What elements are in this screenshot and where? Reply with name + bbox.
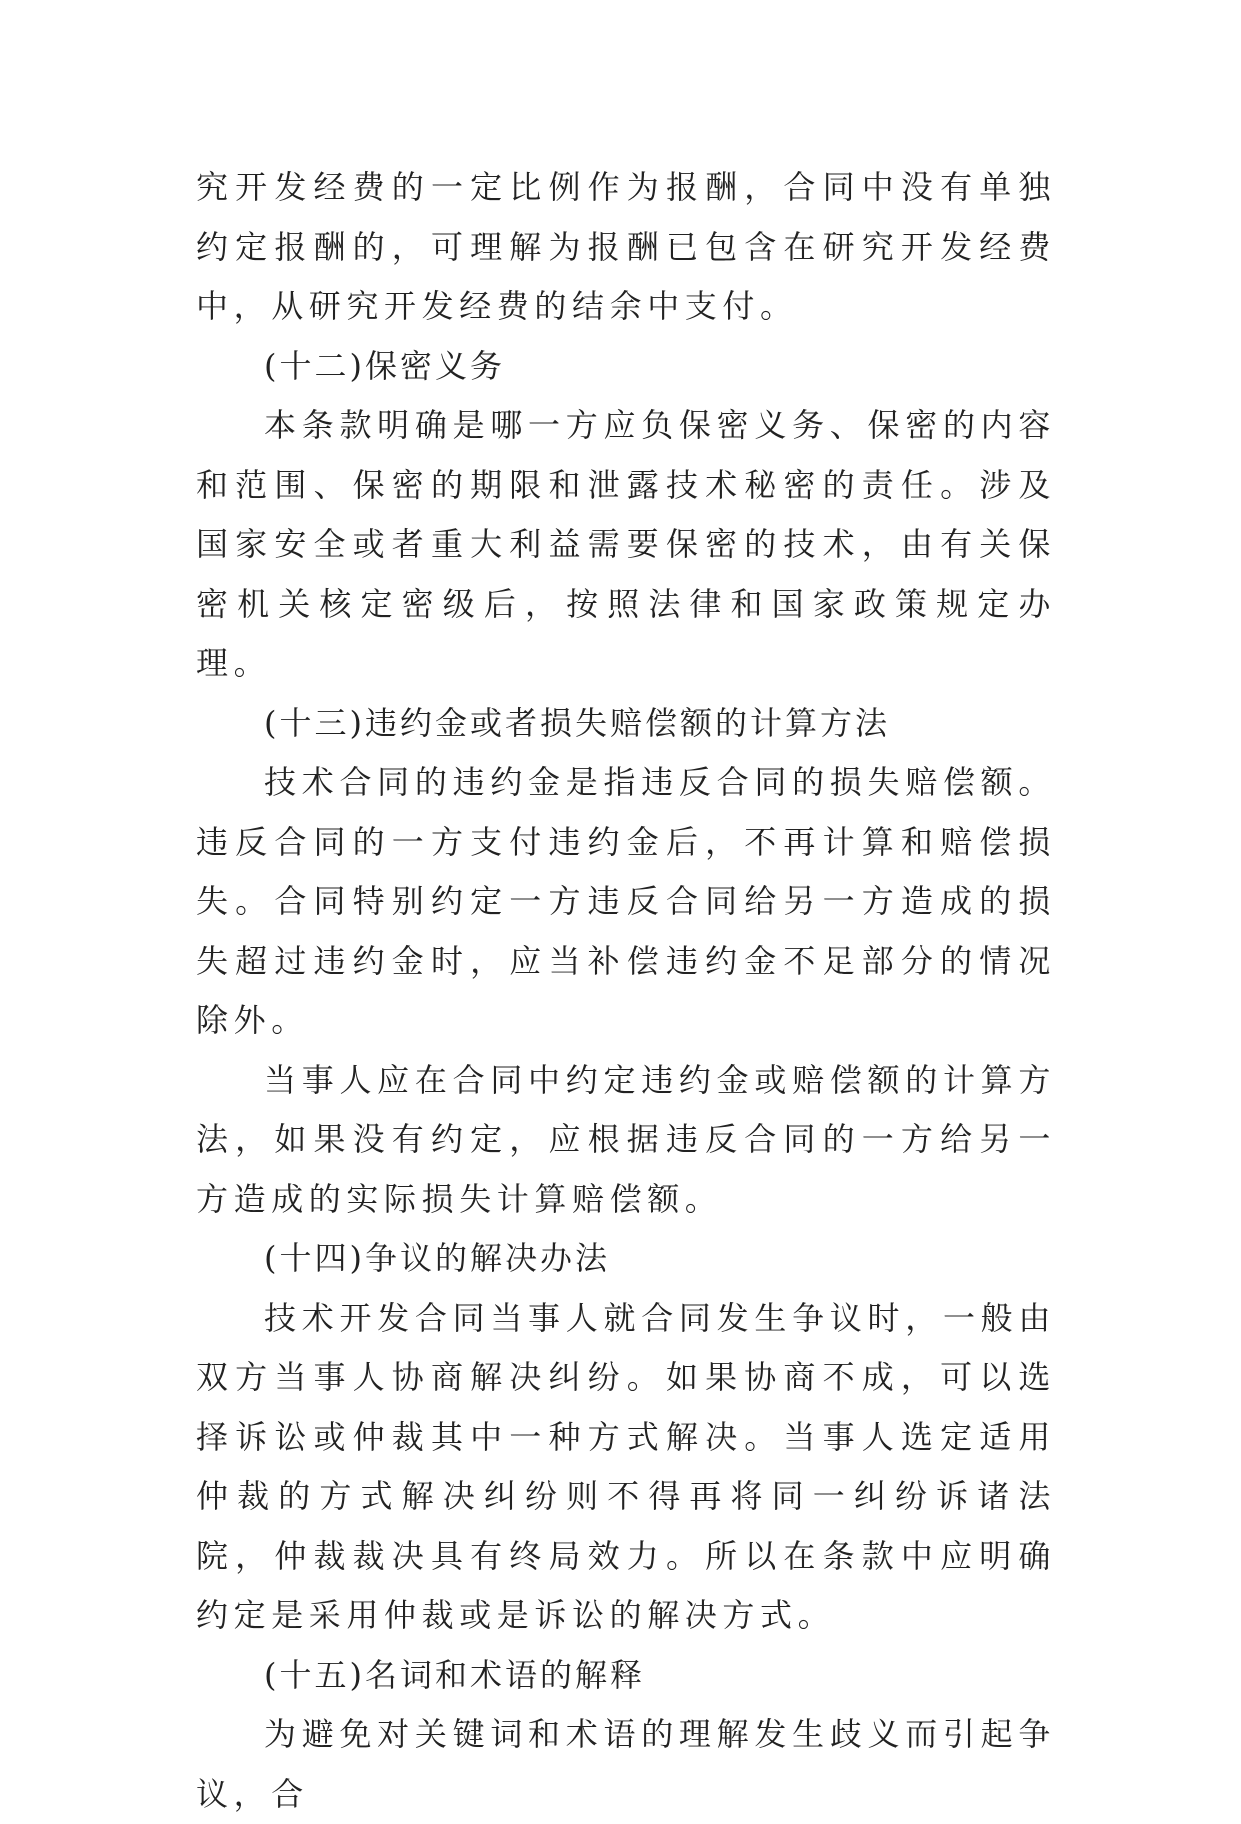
section-heading-terms: (十五)名词和术语的解释 <box>264 1655 645 1694</box>
section-heading-penalty: (十三)违约金或者损失赔偿额的计算方法 <box>264 703 890 742</box>
paragraph-penalty-definition: 技术合同的违约金是指违反合同的损失赔偿额。违反合同的一方支付违约金后，不再计算和赔偿损失。合同特别约定一方违反合同给另一方造成的损失超过违约金时，应当补偿违约金不足部分的情况除外。 <box>196 763 1056 1039</box>
paragraph-dispute-resolution: 技术开发合同当事人就合同发生争议时，一般由双方当事人协商解决纠纷。如果协商不成，可以选择诉讼或仲裁其中一种方式解决。当事人选定适用仲裁的方式解决纠纷则不得再将同一纠纷诉诸法院，仲裁裁决具有终局效力。所以在条款中应明确约定是采用仲裁或是诉讼的解决方式。 <box>196 1298 1056 1634</box>
paragraph-remuneration-end: 究开发经费的一定比例作为报酬，合同中没有单独约定报酬的，可理解为报酬已包含在研究开发经费中，从研究开发经费的结余中支付。 <box>196 168 1056 325</box>
section-heading-confidentiality: (十二)保密义务 <box>264 346 505 385</box>
paragraph-terms-start: 为避免对关键词和术语的理解发生歧义而引起争议，合 <box>196 1715 1056 1813</box>
section-heading-dispute: (十四)争议的解决办法 <box>264 1239 610 1277</box>
document-body <box>196 158 1056 1824</box>
paragraph-confidentiality: 本条款明确是哪一方应负保密义务、保密的内容和范围、保密的期限和泄露技术秘密的责任。涉及国家安全或者重大利益需要保密的技术，由有关保密机关核定密级后，按照法律和国家政策规定办理。 <box>196 406 1056 682</box>
paragraph-penalty-calculation: 当事人应在合同中约定违约金或赔偿额的计算方法，如果没有约定，应根据违反合同的一方给另一方造成的实际损失计算赔偿额。 <box>196 1060 1056 1218</box>
